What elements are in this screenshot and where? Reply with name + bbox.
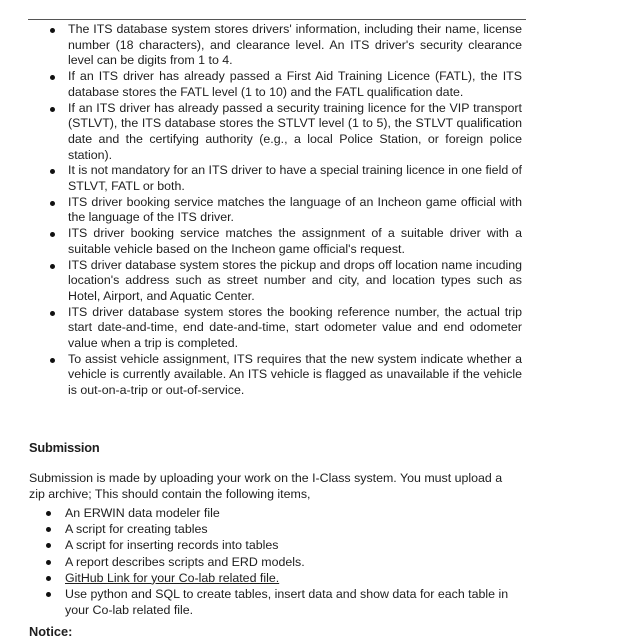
list-item: To assist vehicle assignment, ITS requires that the new system indicate whether a vehicle is currently available. An ITS vehicle is flagged as unavailable if the vehicle is out-on-a-trip or out-of-service.: [32, 352, 522, 399]
list-item: The ITS database system stores drivers' information, including their name, license number (18 characters), and clearance level. An ITS driver's security clearance level can be digits from 1 to 4.: [32, 22, 522, 69]
list-item: [29, 570, 519, 586]
list-item: It is not mandatory for an ITS driver to have a special training licence in one field of STLVT, FATL or both.: [32, 163, 522, 194]
list-item: An ERWIN data modeler file: [29, 505, 519, 521]
list-item: ITS driver database system stores the pickup and drops off location name incuding location's address such as street number and city, and location types such as Hotel, Airport, and Aquatic Center.: [32, 258, 522, 305]
requirements-list: [32, 22, 522, 399]
list-item: Use python and SQL to create tables, insert data and show data for each table in your Co-lab related file.: [29, 586, 519, 618]
list-item: A script for creating tables: [29, 521, 519, 537]
list-item: If an ITS driver has already passed a First Aid Training Licence (FATL), the ITS database stores the FATL level (1 to 10) and the FATL qualification date.: [32, 69, 522, 100]
list-item: If an ITS driver has already passed a security training licence for the VIP transport (STLVT), the ITS database stores the STLVT level (1 to 5), the STLVT qualification date and the certifying authority (e.g., a local Police Station, or foreign police station).: [32, 101, 522, 164]
list-item: ITS driver database system stores the booking reference number, the actual trip start date-and-time, end date-and-time, start odometer value and end odometer value when a trip is completed.: [32, 305, 522, 352]
notice-heading: Notice:: [29, 624, 73, 639]
submission-heading: Submission: [29, 440, 100, 455]
list-item: A script for inserting records into tables: [29, 537, 519, 553]
submission-items-list: [29, 505, 519, 618]
github-link[interactable]: GitHub Link for your Co-lab related file.: [65, 570, 280, 585]
list-item: A report describes scripts and ERD models.: [29, 554, 519, 570]
top-divider: [28, 19, 526, 20]
list-item: ITS driver booking service matches the assignment of a suitable driver with a suitable vehicle based on the Incheon game official's request.: [32, 226, 522, 257]
list-item: ITS driver booking service matches the language of an Incheon game official with the language of the ITS driver.: [32, 195, 522, 226]
submission-intro: Submission is made by uploading your work on the I-Class system. You must upload a zip archive; This should contain the following items,: [29, 471, 503, 501]
